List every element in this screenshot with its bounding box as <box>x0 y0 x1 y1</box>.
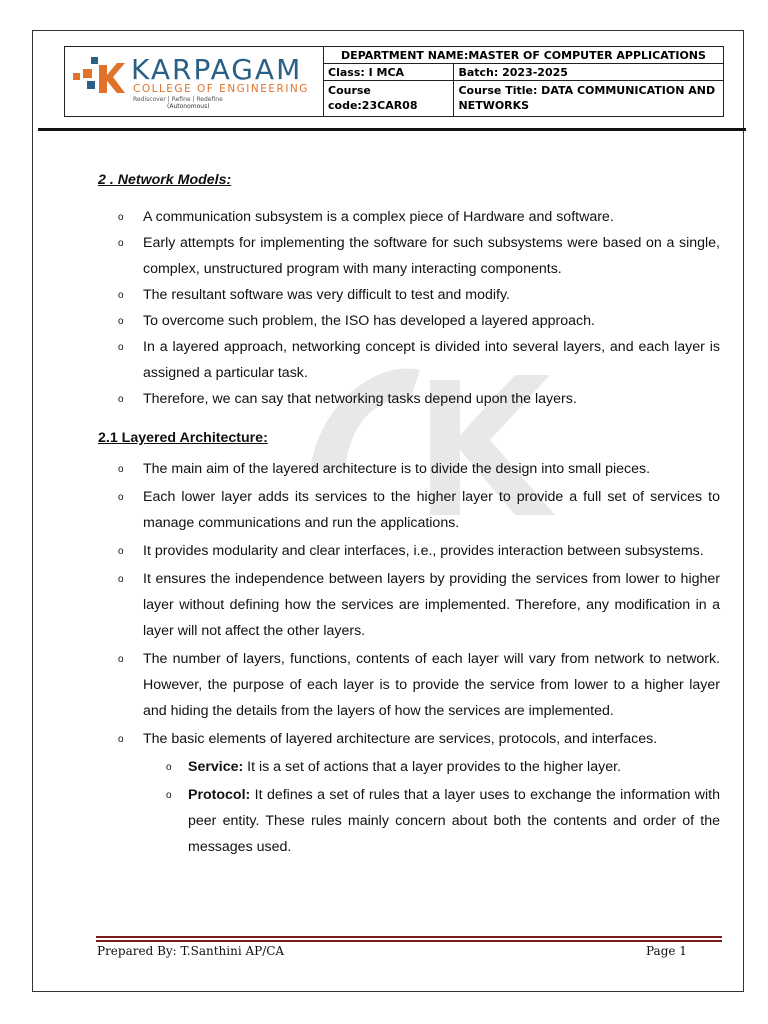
department-name: DEPARTMENT NAME:MASTER OF COMPUTER APPLICATIONS <box>324 47 724 64</box>
logo-subtitle: COLLEGE OF ENGINEERING <box>133 83 309 95</box>
logo-name: KARPAGAM <box>131 53 303 86</box>
footer-divider <box>96 940 722 942</box>
list-item: o A communication subsystem is a complex piece of Hardware and software. <box>98 204 720 230</box>
logo-cell <box>65 47 324 117</box>
logo-tagline: Rediscover | Refine | Redefine <box>133 96 223 103</box>
sublist-item-protocol <box>98 782 720 860</box>
course-code: Course code:23CAR08 <box>324 81 454 117</box>
list-item: o The resultant software was very difficult to test and modify. <box>98 282 720 308</box>
course-title: Course Title: DATA COMMUNICATION AND NETWORKS <box>454 81 724 117</box>
batch-label: Batch: 2023-2025 <box>454 64 724 81</box>
class-label: Class: I MCA <box>324 64 454 81</box>
list-item: o Early attempts for implementing the software for such subsystems were based on a single, complex, unstructured program with many interacting components. <box>98 230 720 282</box>
list-item: o It ensures the independence between layers by providing the services from lower to higher layer without defining how the services are implemented. Therefore, any modification in a layer will not affect the other layers. <box>98 566 720 644</box>
list-item: o In a layered approach, networking concept is divided into several layers, and each layer is assigned a particular task. <box>98 334 720 386</box>
sublist-item-service <box>98 754 720 780</box>
list-item: o Each lower layer adds its services to the higher layer to provide a full set of services to manage communications and run the applications. <box>98 484 720 536</box>
term-protocol: Protocol: <box>188 787 251 803</box>
list-item: o The main aim of the layered architecture is to divide the design into small pieces. <box>98 456 720 482</box>
list-item: o It provides modularity and clear interfaces, i.e., provides interaction between subsystems. <box>98 538 720 564</box>
logo-mark-icon <box>73 57 125 97</box>
term-service: Service: <box>188 759 244 775</box>
logo-autonomous: (Autonomous) <box>167 103 210 110</box>
section-heading-network-models: 2 . Network Models: <box>98 172 232 188</box>
term-service-text: It is a set of actions that a layer provides to the higher layer. <box>243 759 621 775</box>
header-divider <box>38 128 746 131</box>
section-heading-layered-architecture: 2.1 Layered Architecture: <box>98 430 268 446</box>
college-logo <box>65 47 323 116</box>
list-item: o Therefore, we can say that networking tasks depend upon the layers. <box>98 386 720 412</box>
page-number: Page 1 <box>646 944 687 958</box>
layered-architecture-list <box>98 456 720 752</box>
document-body <box>98 170 720 860</box>
network-models-list <box>98 204 720 412</box>
list-item: o The number of layers, functions, contents of each layer will vary from network to network. However, the purpose of each layer is to provide the service from lower to a higher layer and hiding the details from the layers of how the services are implemented. <box>98 646 720 724</box>
prepared-by: Prepared By: T.Santhini AP/CA <box>97 944 285 958</box>
footer-divider <box>96 936 722 938</box>
term-protocol-text: It defines a set of rules that a layer uses to exchange the information with peer entity. These rules mainly concern about both the contents and order of the messages used. <box>188 787 720 855</box>
list-item: o To overcome such problem, the ISO has developed a layered approach. <box>98 308 720 334</box>
layered-elements-sublist <box>98 754 720 860</box>
list-item: o The basic elements of layered architecture are services, protocols, and interfaces. <box>98 726 720 752</box>
header-table <box>64 46 724 117</box>
